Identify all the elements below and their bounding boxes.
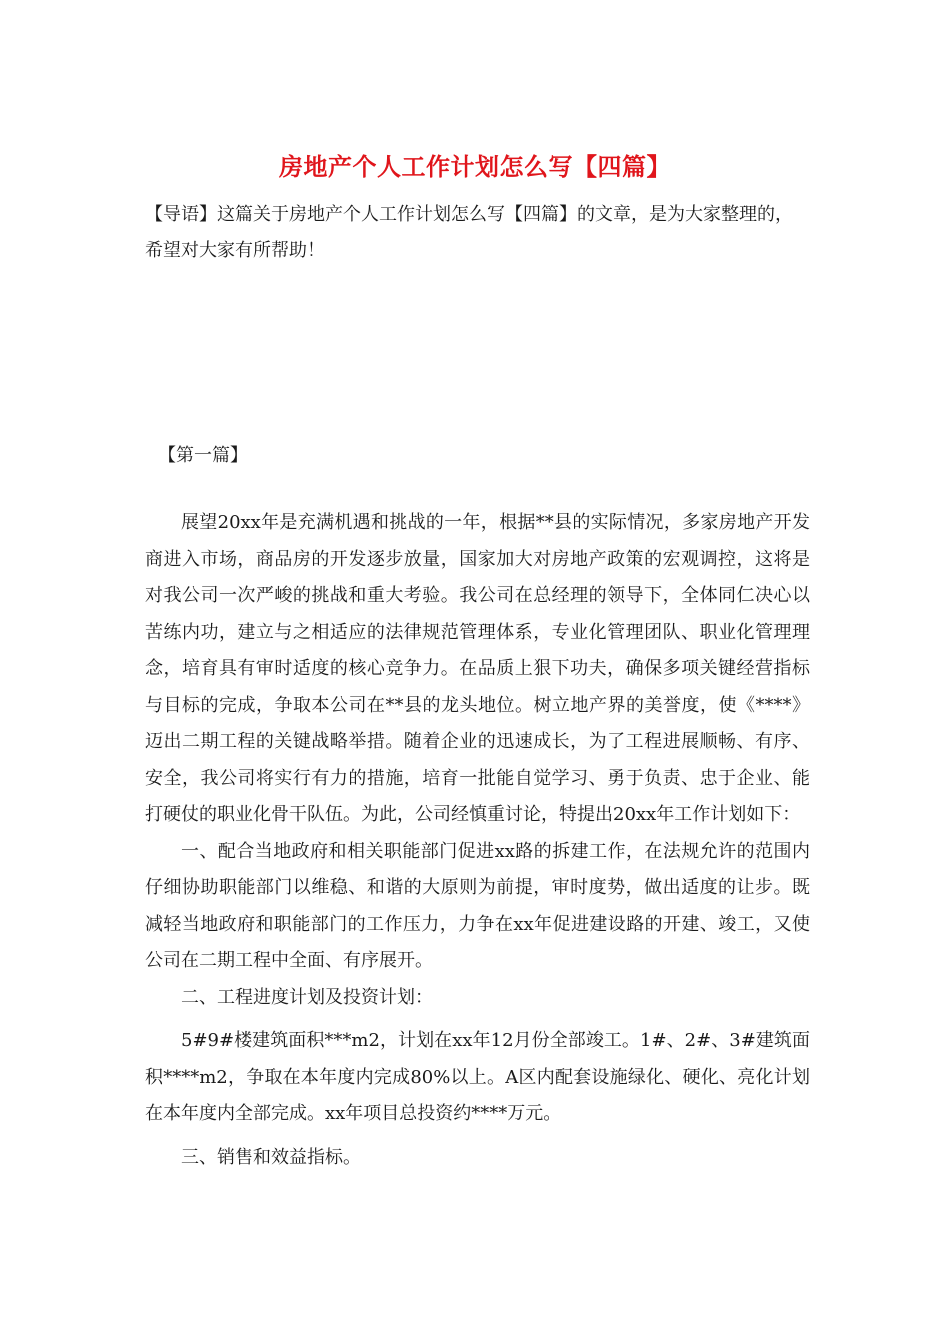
paragraph: 一、配合当地政府和相关职能部门促进xx路的拆建工作，在法规允许的范围内仔细协助职能部门以维稳、和谐的大原则为前提，审时度势，做出适度的让步。既减轻当地政府和职能部门的工作压力，力争在xx年促进建设路的开建、竣工，又使公司在二期工程中全面、有序展开。 — [145, 840, 810, 971]
document-title: 房地产个人工作计划怎么写【四篇】 — [279, 152, 671, 181]
paragraph: 三、销售和效益指标。 — [181, 1146, 361, 1168]
body-text — [145, 505, 810, 1176]
section-heading: 【第一篇】 — [158, 445, 248, 466]
paragraph: 5#9#楼建筑面积***m2，计划在xx年12月份全部竣工。1#、2#、3#建筑面积****m2，争取在本年度内完成80%以上。A区内配套设施绿化、硬化、亮化计划在本年度内全部完成。xx年项目总投资约****万元。 — [145, 1030, 810, 1124]
paragraph: 二、工程进度计划及投资计划： — [181, 986, 433, 1008]
intro-paragraph: 【导语】这篇关于房地产个人工作计划怎么写【四篇】的文章，是为大家整理的，希望对大家有所帮助！ — [145, 204, 793, 261]
paragraph: 展望20xx年是充满机遇和挑战的一年，根据**县的实际情况，多家房地产开发商进入市场，商品房的开发逐步放量，国家加大对房地产政策的宏观调控，这将是对我公司一次严峻的挑战和重大考验。我公司在总经理的领导下，全体同仁决心以苦练内功，建立与之相适应的法律规范管理体系，专业化管理团队、职业化管理理念，培育具有审时适度的核心竞争力。在品质上狠下功夫，确保多项关键经营指标与目标的完成，争取本公司在**县的龙头地位。树立地产界的美誉度，使《****》迈出二期工程的关键战略举措。随着企业的迅速成长，为了工程进展顺畅、有序、安全，我公司将实行有力的措施，培育一批能自觉学习、勇于负责、忠于企业、能打硬仗的职业化骨干队伍。为此，公司经慎重讨论，特提出20xx年工作计划如下： — [145, 512, 810, 825]
